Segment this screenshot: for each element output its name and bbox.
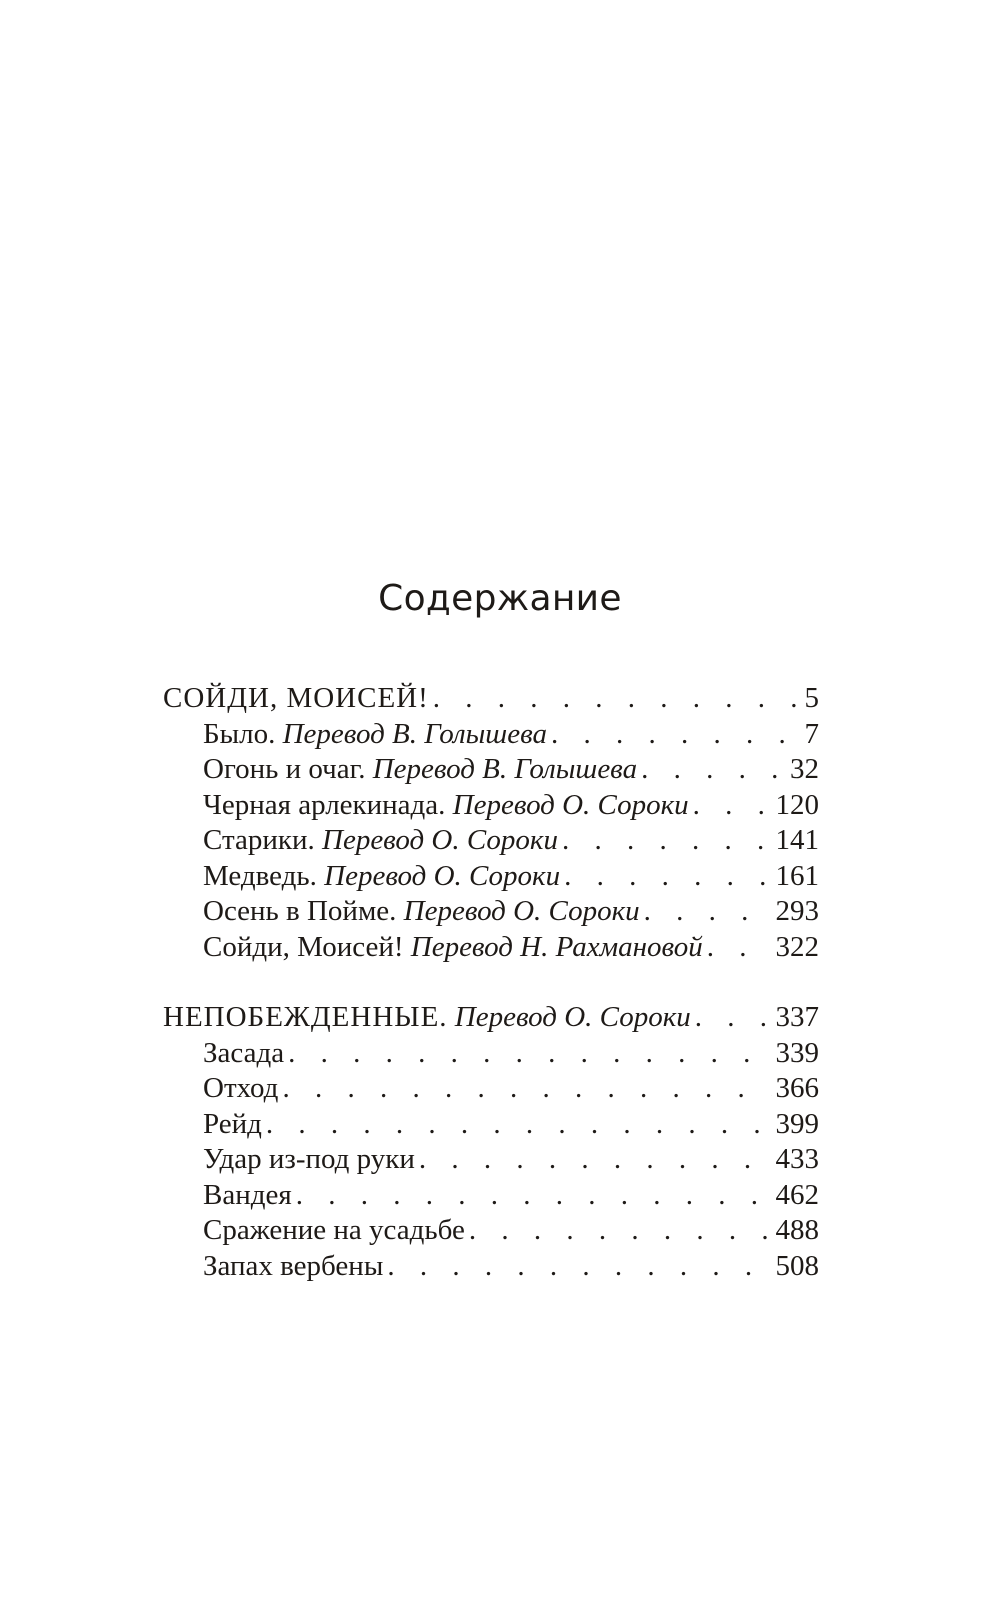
dot-leader [695,1000,772,1036]
toc-page-number: 5 [804,682,819,714]
toc-entry[interactable] [163,788,819,824]
toc-entry-text [163,1000,691,1036]
toc-entry[interactable] [163,1071,819,1107]
toc-entry[interactable] [163,1142,819,1178]
toc-page-number: 141 [775,824,819,856]
toc-entry[interactable] [163,859,819,895]
dot-leader [693,788,772,824]
toc-entry[interactable] [163,894,819,930]
toc-page-number: 399 [775,1107,819,1140]
toc-entry-title: Рейд [203,1107,262,1140]
toc-entry-translator: Перевод Н. Рахмановой [410,930,703,963]
toc-entry-title: НЕПОБЕЖДЕННЫЕ. [163,1001,448,1033]
dot-leader [266,1107,772,1143]
toc-entry[interactable] [163,1107,819,1143]
toc-entry-text [203,930,703,966]
toc-entry-title: Сражение на усадьбе [203,1214,465,1246]
toc-entry-text [203,823,558,859]
toc-page-number: 462 [775,1178,819,1211]
toc-entry-translator: Перевод В. Голышева [372,753,638,785]
dot-leader [644,894,772,930]
toc-entry-title: Медведь. [203,859,317,892]
toc-entry-text [203,1213,465,1249]
section-spacer [163,965,819,1000]
toc-section-heading[interactable] [163,681,819,717]
dot-leader [419,1142,772,1178]
toc-entry-text [203,1071,278,1107]
toc-entry-title: Отход [203,1072,279,1104]
toc-entry-text [163,681,429,717]
table-of-contents [163,681,819,1284]
toc-entry[interactable] [163,930,819,966]
dot-leader [469,1213,772,1249]
toc-entry-title: Запах вербены [203,1249,384,1282]
toc-entry[interactable] [163,1213,819,1249]
toc-page-number: 337 [775,1001,819,1033]
toc-page-number: 32 [790,753,819,785]
dot-leader [551,717,801,753]
toc-entry-title: Сойди, Моисей! [203,930,404,963]
toc-entry-translator: Перевод О. Сороки [324,859,561,892]
dot-leader [288,1036,771,1072]
toc-entry-title: Засада [203,1036,285,1069]
toc-entry-text [203,788,689,824]
dot-leader [296,1178,772,1214]
toc-entry-text [203,1142,415,1178]
toc-entry-text [203,717,547,753]
toc-entry[interactable] [163,717,819,753]
toc-page-number: 339 [775,1036,819,1069]
dot-leader [562,823,772,859]
toc-entry[interactable] [163,1178,819,1214]
toc-entry-text [203,894,640,930]
toc-entry-translator: Перевод В. Голышева [282,717,547,750]
toc-page-number: 322 [775,930,819,963]
toc-entry-text [203,1036,284,1072]
toc-page-number: 433 [775,1143,819,1175]
page-title: Содержание [378,578,622,619]
toc-page-number: 366 [775,1072,819,1104]
toc-section-heading[interactable] [163,1000,819,1036]
toc-entry[interactable] [163,1036,819,1072]
toc-page-number: 488 [775,1214,819,1246]
toc-entry-text [203,752,637,788]
toc-entry-translator: Перевод О. Сороки [322,824,558,856]
toc-page-number: 508 [775,1249,819,1282]
toc-entry-title: Вандея [203,1178,292,1211]
dot-leader [433,681,801,717]
dot-leader [707,930,772,966]
toc-entry-title: СОЙДИ, МОИСЕЙ! [163,682,429,714]
toc-entry-text [203,1178,292,1214]
toc-page-number: 293 [775,895,819,927]
toc-entry-translator: Перевод О. Сороки [403,895,640,927]
dot-leader [564,859,771,895]
toc-entry-title: Осень в Пойме. [203,895,397,927]
toc-entry[interactable] [163,752,819,788]
dot-leader [387,1249,771,1285]
toc-entry-title: Было. [203,717,276,750]
toc-entry-title: Огонь и очаг. [203,753,366,785]
toc-entry-text [203,859,560,895]
toc-entry-translator: Перевод О. Сороки [452,788,689,821]
dot-leader [282,1071,771,1107]
toc-page-number: 161 [775,859,819,892]
toc-entry[interactable] [163,823,819,859]
toc-entry-title: Черная арлекинада. [203,788,446,821]
toc-page-number: 7 [804,717,819,750]
toc-entry[interactable] [163,1249,819,1285]
toc-entry-text [203,1249,383,1285]
toc-entry-title: Удар из-под руки [203,1143,415,1175]
dot-leader [641,752,786,788]
toc-entry-title: Старики. [203,824,315,856]
toc-entry-translator: Перевод О. Сороки [454,1001,691,1033]
toc-entry-text [203,1107,262,1143]
toc-page-number: 120 [775,788,819,821]
